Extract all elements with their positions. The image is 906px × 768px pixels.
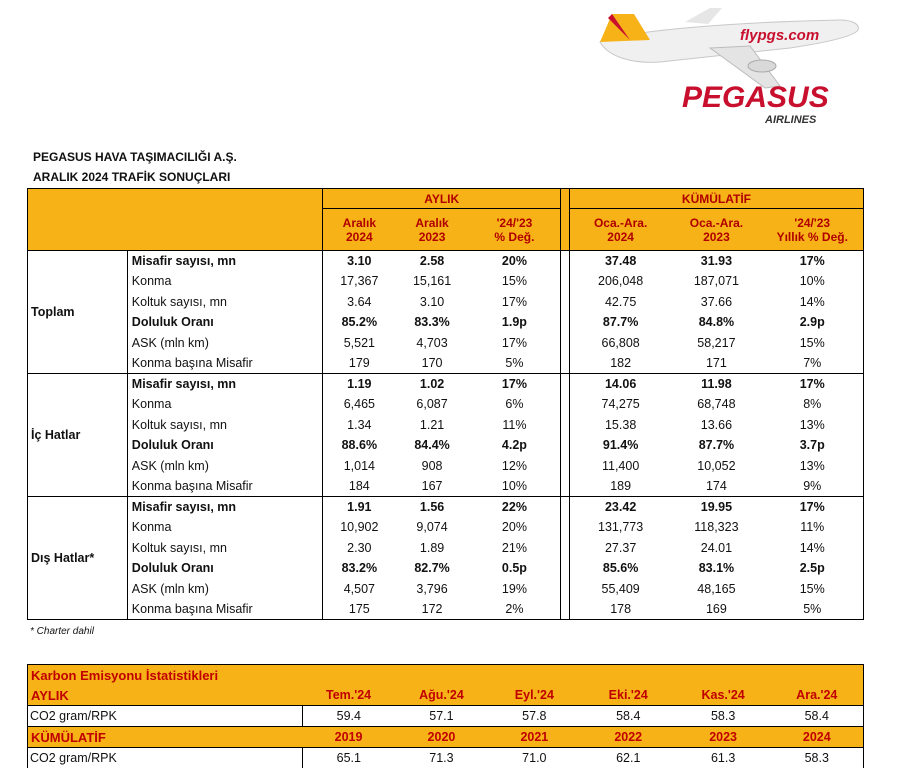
carbon-year-header: 2024 xyxy=(771,727,864,748)
carbon-value: 57.1 xyxy=(395,706,488,727)
website-text: flypgs.com xyxy=(740,27,819,44)
metric-label: Misafir sayısı, mn xyxy=(127,374,322,395)
metric-value: 66,808 xyxy=(569,333,671,354)
metric-value: 87.7% xyxy=(671,435,761,456)
metric-value: 169 xyxy=(671,599,761,620)
metric-label: Koltuk sayısı, mn xyxy=(127,415,322,436)
metric-value: 17% xyxy=(469,333,561,354)
company-title: PEGASUS HAVA TAŞIMACILIĞI A.Ş. xyxy=(33,150,237,164)
metric-value: 83.1% xyxy=(671,558,761,579)
metric-value: 1.56 xyxy=(396,497,469,518)
metric-value: 14% xyxy=(761,538,863,559)
table-row xyxy=(28,271,864,292)
carbon-value: 58.3 xyxy=(676,706,771,727)
metric-value: 20% xyxy=(469,251,561,272)
metric-value: 58,217 xyxy=(671,333,761,354)
column-gap xyxy=(561,394,570,415)
table-row xyxy=(28,312,864,333)
metric-value: 2.9p xyxy=(761,312,863,333)
metric-value: 17% xyxy=(761,374,863,395)
traffic-table xyxy=(27,188,864,620)
carbon-year-header: 2019 xyxy=(302,727,395,748)
column-gap xyxy=(561,497,570,518)
metric-value: 1.19 xyxy=(323,374,396,395)
metric-value: 3.10 xyxy=(396,292,469,313)
col-header-aralik-2023: Aralık 2023 xyxy=(396,209,469,251)
column-gap xyxy=(561,435,570,456)
airplane-icon xyxy=(600,8,858,88)
metric-value: 3.7p xyxy=(761,435,863,456)
carbon-aylik-row-label: CO2 gram/RPK xyxy=(28,706,303,727)
metric-value: 21% xyxy=(469,538,561,559)
metric-value: 11,400 xyxy=(569,456,671,477)
carbon-value: 65.1 xyxy=(302,748,395,768)
metric-value: 189 xyxy=(569,476,671,497)
carbon-aylik-label: AYLIK xyxy=(28,685,303,706)
carbon-value: 59.4 xyxy=(302,706,395,727)
metric-value: 167 xyxy=(396,476,469,497)
metric-label: Koltuk sayısı, mn xyxy=(127,538,322,559)
carbon-value: 71.0 xyxy=(488,748,581,768)
metric-value: 87.7% xyxy=(569,312,671,333)
metric-value: 11% xyxy=(469,415,561,436)
carbon-value: 71.3 xyxy=(395,748,488,768)
metric-label: Doluluk Oranı xyxy=(127,558,322,579)
metric-value: 13% xyxy=(761,456,863,477)
metric-value: 174 xyxy=(671,476,761,497)
metric-value: 13.66 xyxy=(671,415,761,436)
metric-value: 13% xyxy=(761,415,863,436)
column-gap xyxy=(561,353,570,374)
traffic-body xyxy=(28,251,864,620)
column-gap xyxy=(561,517,570,538)
metric-value: 1.91 xyxy=(323,497,396,518)
metric-value: 74,275 xyxy=(569,394,671,415)
carbon-year-header: 2021 xyxy=(488,727,581,748)
column-gap xyxy=(561,538,570,559)
carbon-value: 58.4 xyxy=(581,706,676,727)
metric-value: 15% xyxy=(761,333,863,354)
metric-value: 15,161 xyxy=(396,271,469,292)
column-gap xyxy=(561,599,570,620)
table-row xyxy=(28,415,864,436)
metric-value: 37.66 xyxy=(671,292,761,313)
metric-value: 82.7% xyxy=(396,558,469,579)
metric-value: 6% xyxy=(469,394,561,415)
metric-value: 175 xyxy=(323,599,396,620)
metric-value: 10,052 xyxy=(671,456,761,477)
metric-value: 15.38 xyxy=(569,415,671,436)
carbon-value: 61.3 xyxy=(676,748,771,768)
column-gap xyxy=(561,476,570,497)
metric-value: 1.21 xyxy=(396,415,469,436)
table-row xyxy=(28,538,864,559)
metric-value: 3.64 xyxy=(323,292,396,313)
metric-value: 179 xyxy=(323,353,396,374)
metric-value: 172 xyxy=(396,599,469,620)
column-gap xyxy=(561,558,570,579)
col-header-cum-2024: Oca.-Ara. 2024 xyxy=(569,209,671,251)
metric-value: 85.2% xyxy=(323,312,396,333)
metric-value: 24.01 xyxy=(671,538,761,559)
brand-name: PEGASUS xyxy=(682,81,829,114)
metric-value: 1.34 xyxy=(323,415,396,436)
metric-value: 171 xyxy=(671,353,761,374)
column-gap xyxy=(561,333,570,354)
metric-value: 10% xyxy=(761,271,863,292)
metric-label: Konma başına Misafir xyxy=(127,476,322,497)
metric-value: 12% xyxy=(469,456,561,477)
metric-value: 8% xyxy=(761,394,863,415)
metric-value: 14.06 xyxy=(569,374,671,395)
metric-label: ASK (mln km) xyxy=(127,333,322,354)
metric-value: 0.5p xyxy=(469,558,561,579)
metric-value: 17,367 xyxy=(323,271,396,292)
column-gap xyxy=(561,251,570,272)
metric-value: 17% xyxy=(469,292,561,313)
table-row xyxy=(28,558,864,579)
column-gap xyxy=(561,579,570,600)
metric-value: 19% xyxy=(469,579,561,600)
metric-value: 206,048 xyxy=(569,271,671,292)
metric-value: 6,087 xyxy=(396,394,469,415)
header-kumulatif: KÜMÜLATİF xyxy=(569,189,863,209)
group-label: Dış Hatlar* xyxy=(28,497,128,620)
metric-label: Konma xyxy=(127,271,322,292)
metric-value: 3.10 xyxy=(323,251,396,272)
column-gap xyxy=(561,374,570,395)
table-row xyxy=(28,456,864,477)
group-label: İç Hatlar xyxy=(28,374,128,497)
metric-label: Konma başına Misafir xyxy=(127,353,322,374)
table-row xyxy=(28,251,864,272)
metric-value: 4,507 xyxy=(323,579,396,600)
metric-value: 9% xyxy=(761,476,863,497)
metric-value: 17% xyxy=(469,374,561,395)
carbon-value: 57.8 xyxy=(488,706,581,727)
carbon-value: 58.4 xyxy=(771,706,864,727)
metric-value: 187,071 xyxy=(671,271,761,292)
metric-value: 10,902 xyxy=(323,517,396,538)
carbon-month-header: Tem.'24 xyxy=(302,685,395,706)
metric-value: 10% xyxy=(469,476,561,497)
table-row xyxy=(28,599,864,620)
table-row xyxy=(28,476,864,497)
carbon-value: 58.3 xyxy=(771,748,864,768)
metric-label: ASK (mln km) xyxy=(127,579,322,600)
col-header-cum-2023: Oca.-Ara. 2023 xyxy=(671,209,761,251)
carbon-month-header: Ara.'24 xyxy=(771,685,864,706)
metric-value: 4.2p xyxy=(469,435,561,456)
metric-value: 55,409 xyxy=(569,579,671,600)
table-row xyxy=(28,333,864,354)
column-gap xyxy=(561,271,570,292)
carbon-kumulatif-row-label: CO2 gram/RPK xyxy=(28,748,303,768)
metric-value: 68,748 xyxy=(671,394,761,415)
table-row xyxy=(28,435,864,456)
metric-value: 91.4% xyxy=(569,435,671,456)
metric-value: 22% xyxy=(469,497,561,518)
footnote: * Charter dahil xyxy=(30,626,94,637)
carbon-title: Karbon Emisyonu İstatistikleri xyxy=(28,665,864,686)
carbon-month-header: Eyl.'24 xyxy=(488,685,581,706)
metric-value: 27.37 xyxy=(569,538,671,559)
header-gap xyxy=(561,209,570,251)
metric-label: ASK (mln km) xyxy=(127,456,322,477)
metric-value: 1,014 xyxy=(323,456,396,477)
metric-value: 1.9p xyxy=(469,312,561,333)
metric-value: 2.58 xyxy=(396,251,469,272)
metric-value: 17% xyxy=(761,497,863,518)
group-label: Toplam xyxy=(28,251,128,374)
carbon-value: 62.1 xyxy=(581,748,676,768)
column-gap xyxy=(561,312,570,333)
metric-value: 908 xyxy=(396,456,469,477)
metric-value: 178 xyxy=(569,599,671,620)
metric-value: 2.30 xyxy=(323,538,396,559)
table-row xyxy=(28,374,864,395)
column-gap xyxy=(561,415,570,436)
metric-value: 17% xyxy=(761,251,863,272)
carbon-year-header: 2020 xyxy=(395,727,488,748)
metric-value: 14% xyxy=(761,292,863,313)
carbon-month-header: Kas.'24 xyxy=(676,685,771,706)
metric-value: 5,521 xyxy=(323,333,396,354)
metric-value: 83.3% xyxy=(396,312,469,333)
metric-value: 7% xyxy=(761,353,863,374)
metric-value: 31.93 xyxy=(671,251,761,272)
metric-value: 42.75 xyxy=(569,292,671,313)
pegasus-logo xyxy=(590,0,880,130)
metric-value: 2% xyxy=(469,599,561,620)
metric-value: 11% xyxy=(761,517,863,538)
metric-label: Misafir sayısı, mn xyxy=(127,251,322,272)
carbon-year-header: 2023 xyxy=(676,727,771,748)
metric-label: Misafir sayısı, mn xyxy=(127,497,322,518)
metric-value: 182 xyxy=(569,353,671,374)
metric-label: Doluluk Oranı xyxy=(127,312,322,333)
metric-value: 118,323 xyxy=(671,517,761,538)
carbon-month-header: Ağu.'24 xyxy=(395,685,488,706)
header-aylik: AYLIK xyxy=(323,189,561,209)
metric-value: 15% xyxy=(469,271,561,292)
carbon-year-header: 2022 xyxy=(581,727,676,748)
metric-value: 11.98 xyxy=(671,374,761,395)
metric-value: 1.89 xyxy=(396,538,469,559)
carbon-kumulatif-label: KÜMÜLATİF xyxy=(28,727,303,748)
table-row xyxy=(28,517,864,538)
metric-label: Konma xyxy=(127,517,322,538)
header-row-1 xyxy=(28,189,864,209)
metric-label: Doluluk Oranı xyxy=(127,435,322,456)
table-row xyxy=(28,353,864,374)
table-row xyxy=(28,292,864,313)
col-header-aralik-2024: Aralık 2024 xyxy=(323,209,396,251)
metric-value: 23.42 xyxy=(569,497,671,518)
report-title: ARALIK 2024 TRAFİK SONUÇLARI xyxy=(33,170,230,184)
metric-value: 170 xyxy=(396,353,469,374)
metric-value: 3,796 xyxy=(396,579,469,600)
table-row xyxy=(28,394,864,415)
metric-value: 88.6% xyxy=(323,435,396,456)
metric-value: 6,465 xyxy=(323,394,396,415)
carbon-month-header: Eki.'24 xyxy=(581,685,676,706)
metric-value: 85.6% xyxy=(569,558,671,579)
table-row xyxy=(28,579,864,600)
metric-value: 5% xyxy=(761,599,863,620)
metric-value: 9,074 xyxy=(396,517,469,538)
table-row xyxy=(28,497,864,518)
column-gap xyxy=(561,456,570,477)
carbon-table xyxy=(27,664,864,768)
metric-value: 131,773 xyxy=(569,517,671,538)
metric-value: 15% xyxy=(761,579,863,600)
metric-value: 83.2% xyxy=(323,558,396,579)
metric-value: 48,165 xyxy=(671,579,761,600)
metric-value: 184 xyxy=(323,476,396,497)
column-gap xyxy=(561,292,570,313)
metric-value: 4,703 xyxy=(396,333,469,354)
metric-value: 84.4% xyxy=(396,435,469,456)
metric-value: 5% xyxy=(469,353,561,374)
metric-label: Konma başına Misafir xyxy=(127,599,322,620)
metric-value: 37.48 xyxy=(569,251,671,272)
metric-value: 2.5p xyxy=(761,558,863,579)
metric-value: 1.02 xyxy=(396,374,469,395)
metric-value: 84.8% xyxy=(671,312,761,333)
brand-sub: AIRLINES xyxy=(764,114,817,126)
metric-value: 20% xyxy=(469,517,561,538)
col-header-monthly-change: '24/'23 % Değ. xyxy=(469,209,561,251)
header-blank xyxy=(28,189,323,251)
header-gap xyxy=(561,189,570,209)
col-header-annual-change: '24/'23 Yıllık % Değ. xyxy=(761,209,863,251)
metric-label: Koltuk sayısı, mn xyxy=(127,292,322,313)
metric-label: Konma xyxy=(127,394,322,415)
metric-value: 19.95 xyxy=(671,497,761,518)
